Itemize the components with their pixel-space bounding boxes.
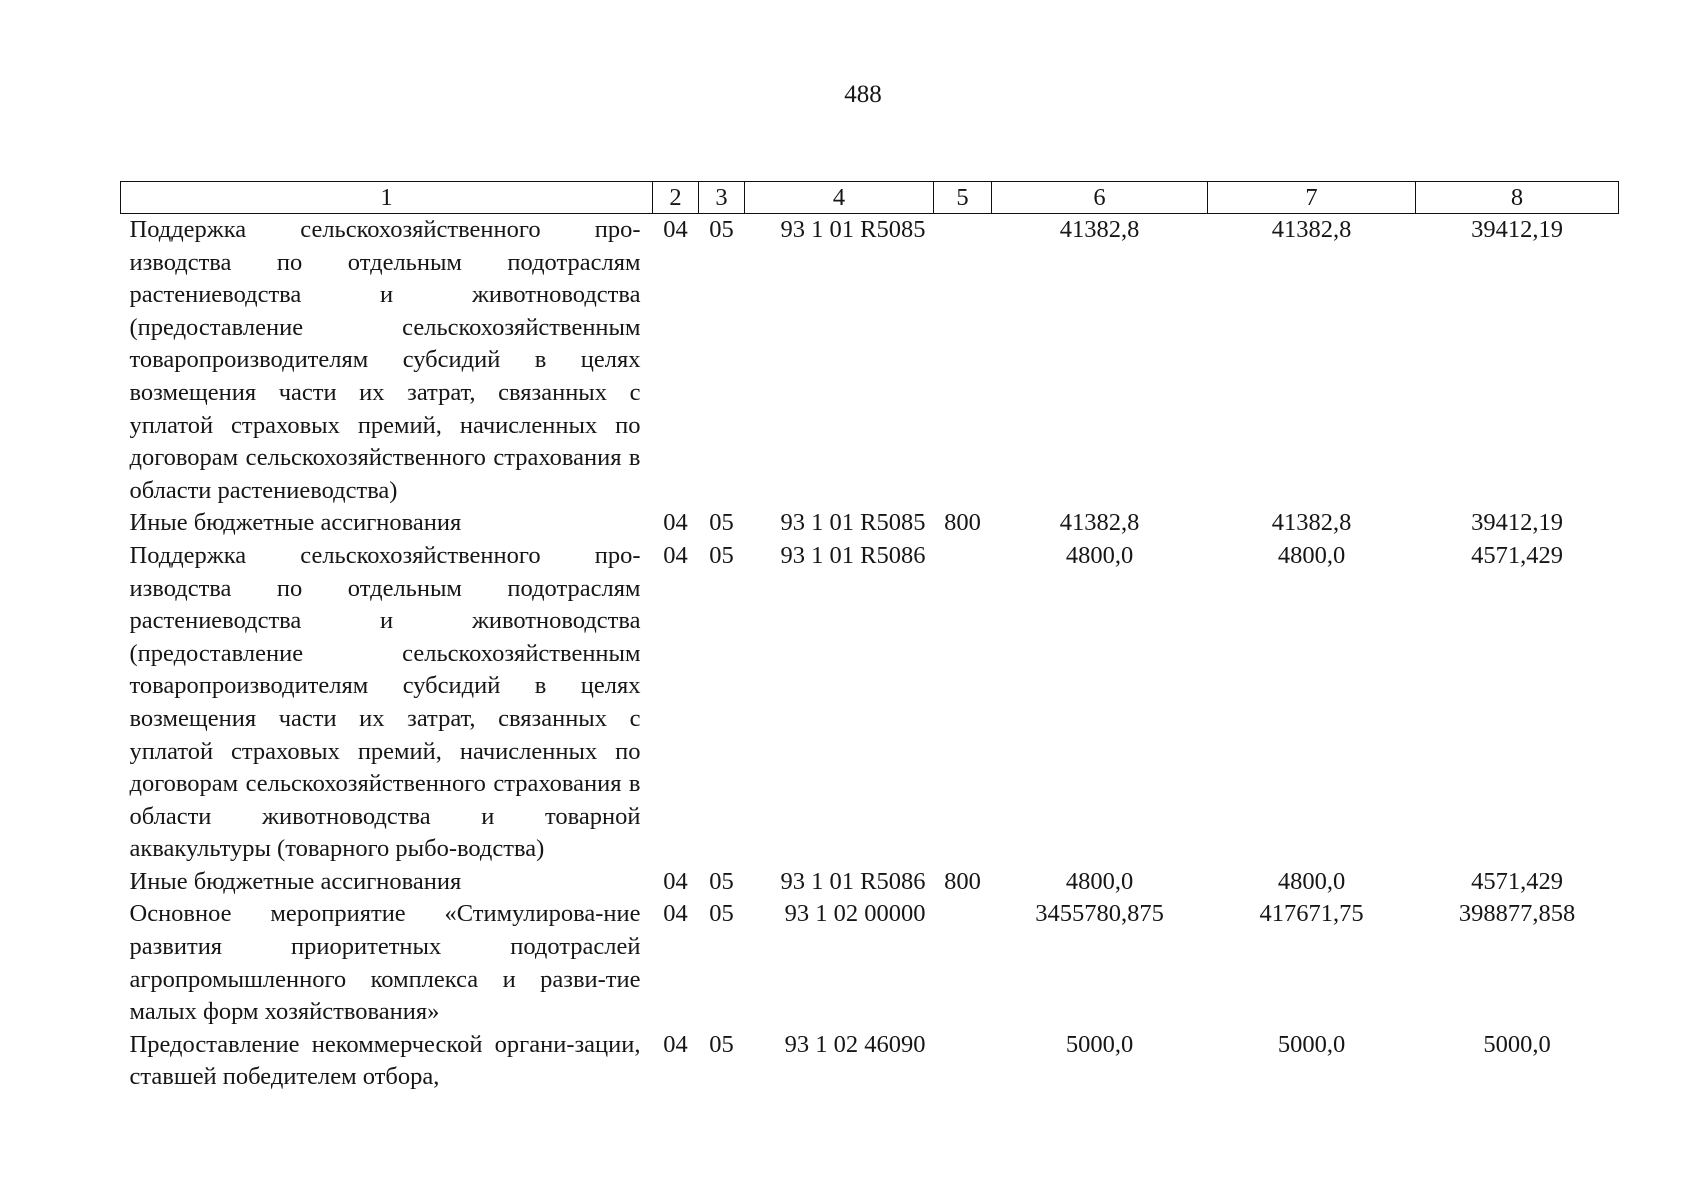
row-section: 04 [663,900,688,928]
table-row [121,507,1619,540]
table-row [121,1029,1619,1094]
budget-table [120,181,1619,1094]
row-subsection: 05 [709,900,734,928]
row-section: 04 [663,541,688,569]
row-expense-type: 800 [944,867,981,895]
row-value-6: 41382,8 [1059,509,1140,537]
row-expense-type: 800 [944,509,981,537]
row-target-code: 93 1 02 00000 [784,900,926,928]
row-subsection: 05 [709,541,734,569]
row-name: Основное мероприятие «Стимулирова-ние развития приоритетных подотраслей агропромышленного комплекса и разви-тие малых форм хозяйствования» [129,900,641,1026]
row-section: 04 [663,509,688,537]
row-name: Предоставление некоммерческой органи-зации, ставшей победителем отбора, [129,1030,641,1091]
row-expense-type [934,1029,992,1094]
column-header: 6 [992,182,1208,214]
table-row [121,214,1619,508]
column-header: 4 [745,182,934,214]
column-header: 8 [1416,182,1619,214]
page-number: 488 [844,81,882,108]
column-header: 7 [1208,182,1416,214]
row-target-code: 93 1 01 R5086 [780,541,926,569]
row-name: Иные бюджетные ассигнования [129,509,462,537]
row-expense-type [934,898,992,1028]
row-expense-type [934,214,992,508]
row-value-6: 5000,0 [1065,1030,1134,1058]
row-value-8: 4571,429 [1471,867,1563,895]
row-value-6: 3455780,875 [1035,900,1164,928]
column-header: 2 [653,182,699,214]
row-value-6: 4800,0 [1065,541,1134,569]
row-section: 04 [663,867,688,895]
row-value-8: 4571,429 [1471,541,1563,569]
row-name: Иные бюджетные ассигнования [129,867,462,895]
row-value-8: 5000,0 [1483,1030,1551,1058]
row-value-7: 41382,8 [1271,216,1352,243]
row-value-6: 4800,0 [1065,867,1134,895]
table-row [121,540,1619,866]
row-value-8: 39412,19 [1471,509,1563,537]
row-section: 04 [663,1030,688,1058]
row-target-code: 93 1 01 R5085 [780,509,926,537]
row-name: Поддержка сельскохозяйственного про-изводства по отдельным подотраслям растениеводства и животноводства (предоставление сельскохозяйственным товаропроизводителям субсидий в целях возмещения части их затрат, связанных с уплатой страховых премий, начисленных по договорам сельскохозяйственного страхования в области животноводства и товарной аквакультуры (товарного рыбо-водства) [129,541,641,863]
row-value-7: 417671,75 [1259,900,1364,928]
row-subsection: 05 [709,509,734,537]
row-subsection: 05 [709,216,734,243]
column-header: 1 [121,182,653,214]
row-value-8: 39412,19 [1471,216,1563,243]
row-expense-type [934,540,992,866]
row-target-code: 93 1 01 R5085 [780,216,926,243]
row-target-code: 93 1 02 46090 [784,1030,926,1058]
table-row [121,898,1619,1028]
row-name: Поддержка сельскохозяйственного про-изводства по отдельным подотраслям растениеводства и животноводства (предоставление сельскохозяйственным товаропроизводителям субсидий в целях возмещения части их затрат, связанных с уплатой страховых премий, начисленных по договорам сельскохозяйственного страхования в области растениеводства) [129,216,641,504]
row-value-7: 4800,0 [1277,541,1346,569]
row-subsection: 05 [709,867,734,895]
row-value-7: 5000,0 [1277,1030,1346,1058]
row-subsection: 05 [709,1030,734,1058]
row-value-8: 398877,858 [1458,900,1576,928]
row-target-code: 93 1 01 R5086 [780,867,926,895]
row-value-7: 41382,8 [1271,509,1352,537]
row-value-6: 41382,8 [1059,216,1140,243]
row-value-7: 4800,0 [1277,867,1346,895]
table-row [121,866,1619,899]
column-number-header [121,182,1619,214]
row-section: 04 [663,216,688,243]
column-header: 3 [699,182,745,214]
column-header: 5 [934,182,992,214]
